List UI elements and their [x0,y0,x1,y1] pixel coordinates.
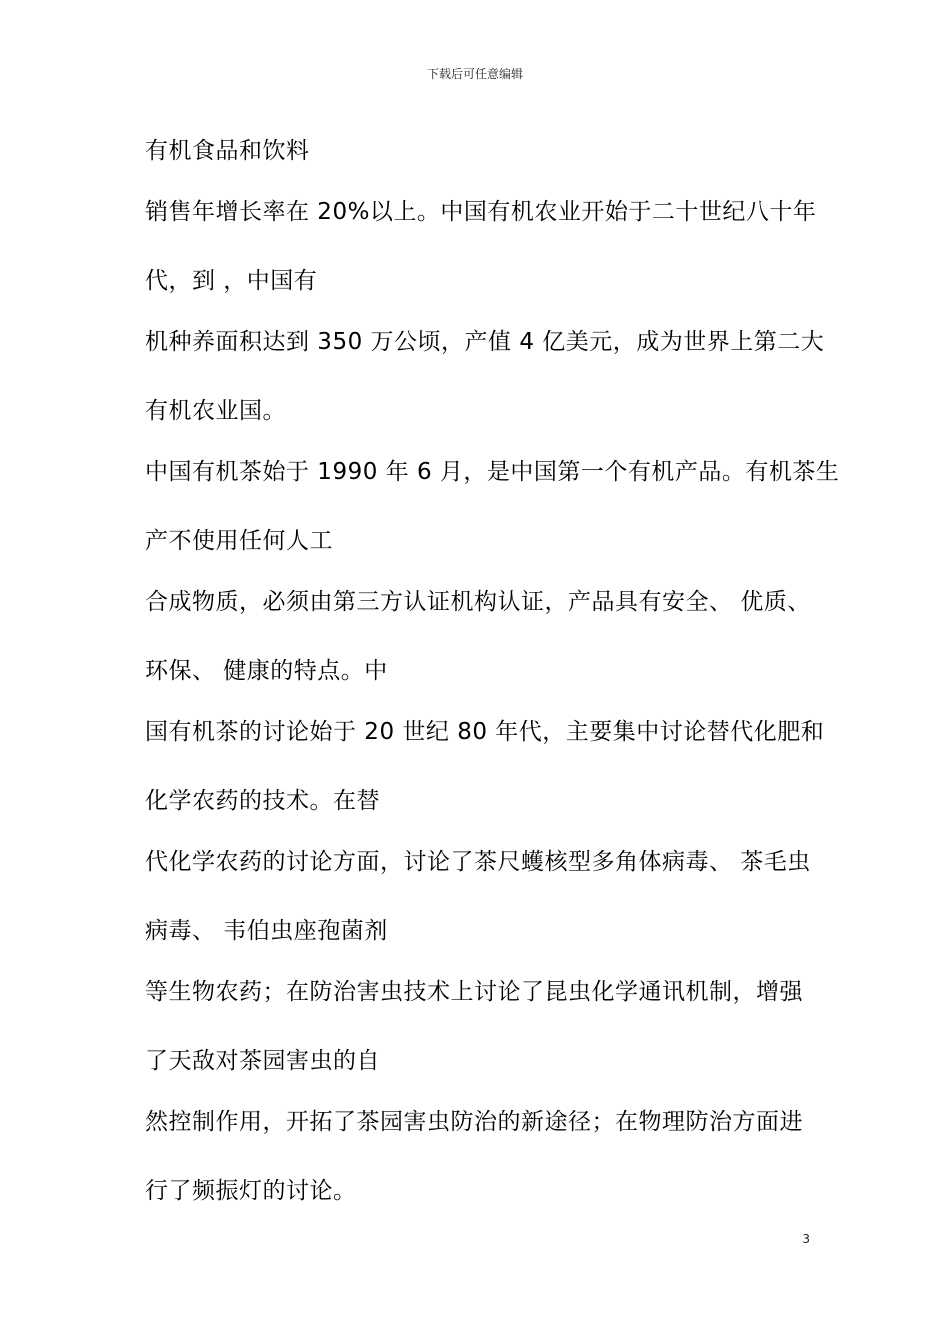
body-line: 然控制作用，开拓了茶园害虫防治的新途径；在物理防治方面进 [145,1109,803,1135]
body-line: 产不使用任何人工 [145,528,333,554]
page-header: 下载后可任意编辑 [426,67,523,81]
body-line: 中国有机茶始于 1990 年 6 月，是中国第一个有机产品。有机茶生 [145,459,840,485]
body-line: 机种养面积达到 350 万公顷，产值 4 亿美元，成为世界上第二大 [145,329,825,355]
body-line: 销售年增长率在 20%以上。中国有机农业开始于二十世纪八十年 [145,199,817,225]
body-line: 国有机茶的讨论始于 20 世纪 80 年代，主要集中讨论替代化肥和 [145,719,825,745]
body-line: 病毒、 韦伯虫座孢菌剂 [145,918,388,944]
body-line: 环保、 健康的特点。中 [145,658,388,684]
body-line: 有机农业国。 [145,398,286,424]
body-line: 合成物质，必须由第三方认证机构认证，产品具有安全、 优质、 [145,589,811,615]
body-line: 行了频振灯的讨论。 [145,1178,357,1204]
body-line: 代，到 ，中国有 [145,268,318,294]
body-line: 了天敌对茶园害虫的自 [145,1048,380,1074]
body-line: 化学农药的技术。在替 [145,788,380,814]
page-number: 3 [802,1232,810,1246]
body-line: 代化学农药的讨论方面，讨论了茶尺蠖核型多角体病毒、 茶毛虫 [145,849,811,875]
body-line: 有机食品和饮料 [145,138,310,164]
body-line: 等生物农药；在防治害虫技术上讨论了昆虫化学通讯机制，增强 [145,979,803,1005]
